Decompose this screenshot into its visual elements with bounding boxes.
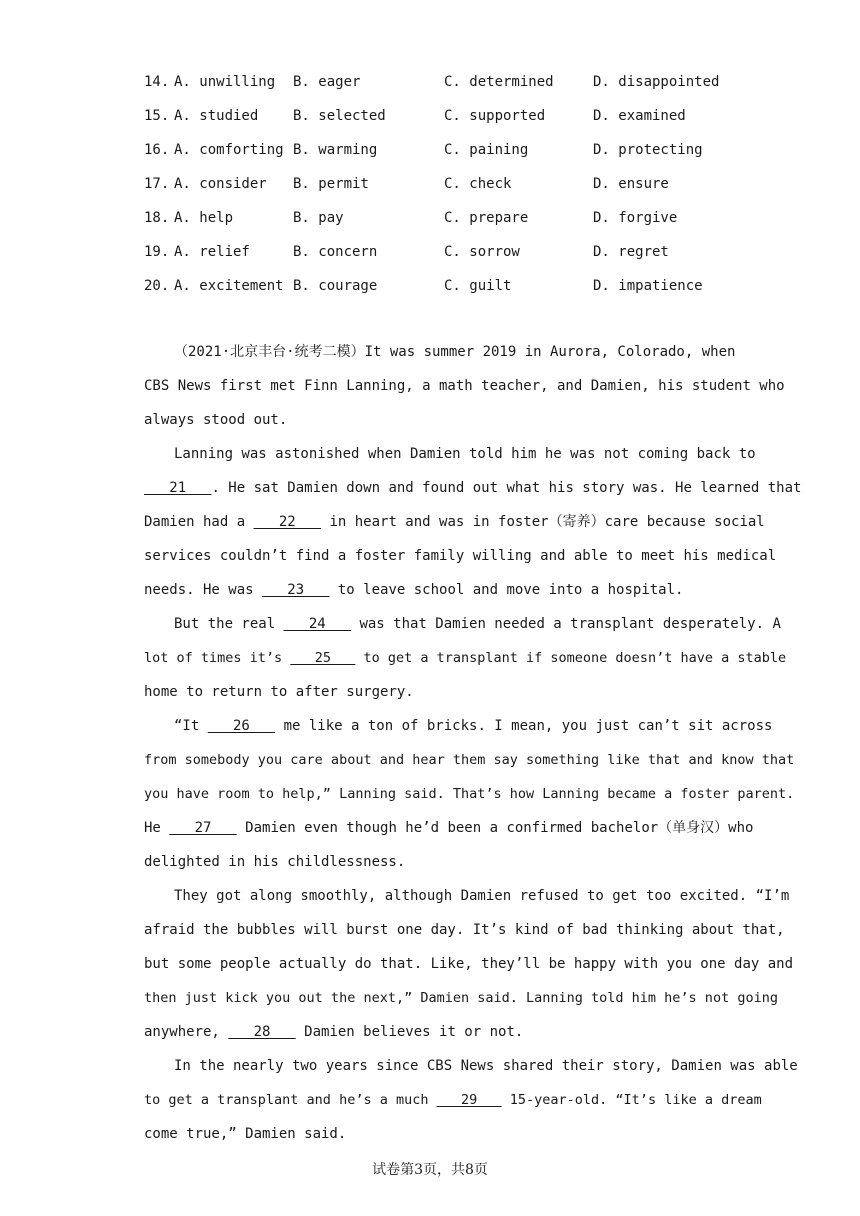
- page-footer: 试卷第3页，共8页: [372, 1162, 488, 1178]
- passage-text: needs. He was: [144, 582, 263, 598]
- passage-line: services couldn’t find a foster family willing and able to meet his medical: [144, 548, 777, 564]
- option-d: D. disappointed: [593, 74, 720, 90]
- option-b: B. selected: [293, 108, 386, 124]
- blank-21: 21: [144, 480, 212, 496]
- passage-line: you have room to help,” Lanning said. That’s how Lanning became a foster parent.: [144, 786, 795, 802]
- option-a: A. relief: [174, 244, 250, 260]
- passage-line: [174, 613, 781, 635]
- passage-text: in heart and was in foster（寄养）care because social: [321, 514, 765, 530]
- option-d: D. protecting: [593, 142, 703, 158]
- question-number: 19.: [144, 244, 170, 260]
- option-a: A. consider: [174, 176, 267, 192]
- passage-text: . He sat Damien down and found out what his story was. He learned that: [211, 480, 802, 496]
- passage-line: CBS News first met Finn Lanning, a math teacher, and Damien, his student who: [144, 378, 785, 394]
- option-a: A. studied: [174, 108, 259, 124]
- option-c: C. prepare: [444, 210, 529, 226]
- option-d: D. examined: [593, 108, 686, 124]
- option-a: A. comforting: [174, 142, 284, 158]
- option-c: C. guilt: [444, 278, 512, 294]
- option-d: D. forgive: [593, 210, 678, 226]
- passage-line: always stood out.: [144, 412, 288, 428]
- passage-line: then just kick you out the next,” Damien said. Lanning told him he’s not going: [144, 990, 778, 1006]
- passage-line: [174, 715, 773, 737]
- option-a: A. unwilling: [174, 74, 276, 90]
- passage-text: He: [144, 820, 170, 836]
- passage-line: [144, 1089, 762, 1111]
- option-b: B. concern: [293, 244, 378, 260]
- passage-line: [144, 1021, 724, 1043]
- passage-text: to leave school and move into a hospital.: [329, 582, 684, 598]
- passage-line: [144, 511, 765, 533]
- passage-line: （2021·北京丰台·统考二模）It was summer 2019 in Aurora, Colorado, when: [174, 344, 736, 360]
- passage-line: but some people actually do that. Like, they’ll be happy with you one day and: [144, 956, 794, 972]
- blank-28: 28: [228, 1024, 296, 1040]
- option-c: C. supported: [444, 108, 546, 124]
- passage-text: 15-year-old. “It’s like a dream: [501, 1092, 762, 1108]
- option-b: B. permit: [293, 176, 369, 192]
- passage-line: [144, 477, 802, 499]
- option-c: C. check: [444, 176, 512, 192]
- passage-line: delighted in his childlessness.: [144, 854, 406, 870]
- passage-line: afraid the bubbles will burst one day. It’s kind of bad thinking about that,: [144, 922, 785, 938]
- option-c: C. paining: [444, 142, 529, 158]
- passage-text: Damien believes it or not.: [295, 1024, 524, 1040]
- option-a: A. excitement: [174, 278, 284, 294]
- passage-text: was that Damien needed a transplant desperately. A: [351, 616, 781, 632]
- passage-text: lot of times it’s: [144, 650, 291, 666]
- passage-line: [144, 817, 754, 839]
- blank-27: 27: [169, 820, 237, 836]
- passage-text: anywhere,: [144, 1024, 229, 1040]
- passage-line: [144, 647, 787, 669]
- passage-text: Damien even though he’d been a confirmed bachelor（单身汉）who: [236, 820, 754, 836]
- option-d: D. impatience: [593, 278, 703, 294]
- blank-26: 26: [207, 718, 276, 734]
- question-number: 20.: [144, 278, 170, 294]
- passage-text: to get a transplant if someone doesn’t have a stable: [355, 650, 787, 666]
- option-b: B. eager: [293, 74, 361, 90]
- passage-line: [144, 579, 724, 601]
- blank-25: 25: [290, 650, 356, 666]
- blank-29: 29: [436, 1092, 502, 1108]
- question-number: 18.: [144, 210, 170, 226]
- option-c: C. sorrow: [444, 244, 520, 260]
- passage-text: me like a ton of bricks. I mean, you just can’t sit across: [275, 718, 773, 734]
- option-b: B. courage: [293, 278, 378, 294]
- passage-line: come true,” Damien said.: [144, 1126, 347, 1142]
- passage-line: They got along smoothly, although Damien refused to get too excited. “I’m: [174, 888, 790, 904]
- option-d: D. ensure: [593, 176, 669, 192]
- blank-24: 24: [283, 616, 352, 632]
- question-number: 15.: [144, 108, 170, 124]
- passage-line: from somebody you care about and hear them say something like that and know that: [144, 752, 795, 768]
- option-b: B. warming: [293, 142, 378, 158]
- passage-text: to get a transplant and he’s a much: [144, 1092, 437, 1108]
- option-b: B. pay: [293, 210, 344, 226]
- passage-text: “It: [174, 718, 208, 734]
- question-number: 14.: [144, 74, 170, 90]
- blank-23: 23: [262, 582, 330, 598]
- passage-line: In the nearly two years since CBS News shared their story, Damien was able: [174, 1058, 798, 1074]
- passage-line: home to return to after surgery.: [144, 684, 414, 700]
- passage-text: Damien had a: [144, 514, 254, 530]
- option-d: D. regret: [593, 244, 669, 260]
- option-c: C. determined: [444, 74, 554, 90]
- question-number: 17.: [144, 176, 170, 192]
- option-a: A. help: [174, 210, 234, 226]
- passage-line: Lanning was astonished when Damien told him he was not coming back to: [174, 446, 756, 462]
- blank-22: 22: [253, 514, 322, 530]
- passage-text: But the real: [174, 616, 284, 632]
- question-number: 16.: [144, 142, 170, 158]
